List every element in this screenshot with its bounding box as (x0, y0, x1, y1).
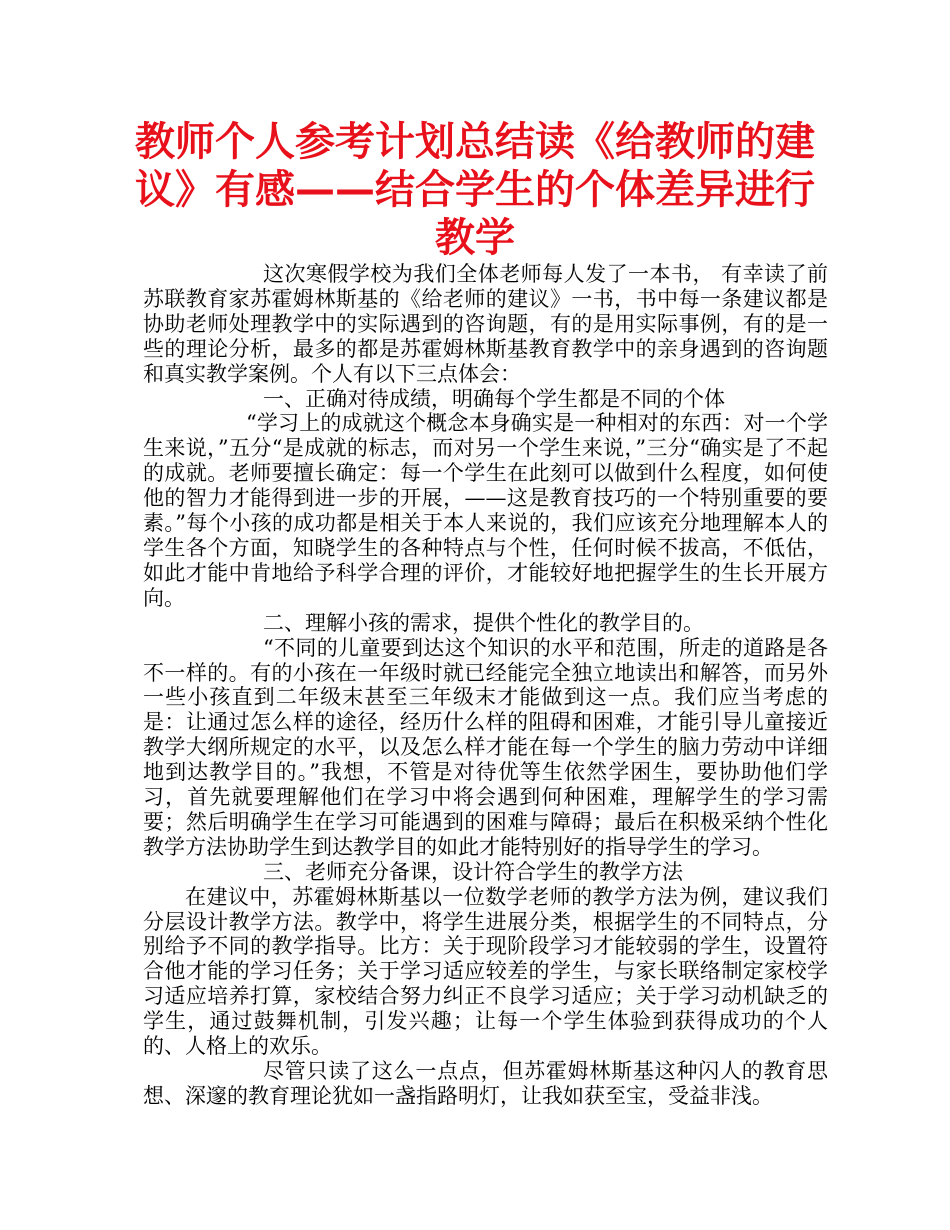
intro-paragraph: 这次寒假学校为我们全体老师每人发了一本书， 有幸读了前苏联教育家苏霍姆林斯基的《给老师的建议》一书，书中每一条建议都是协助老师处理教学中的实际遇到的咨询题，有的是用实际事例，有的是一些的理论分析，最多的都是苏霍姆林斯基教育教学中的亲身遇到的咨询题和真实教学案例。个人有以下三点体会： (143, 262, 828, 386)
body-paragraph-3: 在建议中，苏霍姆林斯基以一位数学老师的教学方法为例，建议我们分层设计教学方法。教学中，将学生进展分类，根据学生的不同特点，分别给予不同的教学指导。比方：关于现阶段学习才能较弱的学生，设置符合他才能的学习任务；关于学习适应较差的学生，与家长联络制定家校学习适应培养打算，家校结合努力纠正不良学习适应；关于学习动机缺乏的学生，通过鼓舞机制，引发兴趣；让每一个学生体验到获得成功的个人的、人格上的欢乐。 (143, 884, 828, 1059)
section-heading-3: 三、老师充分备课，设计符合学生的教学方法 (263, 859, 683, 884)
document-title: 教师个人参考计划总结读《给教师的建议》有感——结合学生的个体差异进行教学 (135, 119, 815, 261)
section-heading-2: 二、理解小孩的需求，提供个性化的教学目的。 (263, 610, 704, 635)
document-body (143, 262, 828, 1109)
body-paragraph-2: “不同的儿童要到达这个知识的水平和范围，所走的道路是各不一样的。有的小孩在一年级时就已经能完全独立地读出和解答，而另外一些小孩直到二年级末甚至三年级末才能做到这一点。我们应当考虑的是：让通过怎么样的途径，经历什么样的阻碍和困难，才能引导儿童接近教学大纲所规定的水平，以及怎么样才能在每一个学生的脑力劳动中详细地到达教学目的。”我想，不管是对待优等生依然学困生，要协助他们学习，首先就要理解他们在学习中将会遇到何种困难，理解学生的学习需要；然后明确学生在学习可能遇到的困难与障碍；最后在积极采纳个性化教学方法协助学生到达教学目的如此才能特别好的指导学生的学习。 (143, 635, 828, 859)
closing-paragraph: 尽管只读了这么一点点，但苏霍姆林斯基这种闪人的教育思想、深邃的教育理论犹如一盏指路明灯，让我如获至宝，受益非浅。 (143, 1059, 828, 1108)
section-heading-1: 一、正确对待成绩，明确每个学生都是不同的个体 (263, 386, 725, 411)
body-paragraph-1: “学习上的成就这个概念本身确实是一种相对的东西：对一个学生来说，”五分“是成就的标志，而对另一个学生来说，”三分“确实是了不起的成就。老师要擅长确定：每一个学生在此刻可以做到什么程度，如何使他的智力才能得到进一步的开展，——这是教育技巧的一个特别重要的要素。”每个小孩的成功都是相关于本人来说的，我们应该充分地理解本人的学生各个方面，知晓学生的各种特点与个性，任何时候不拔高，不低估，如此才能中肯地给予科学合理的评价，才能较好地把握学生的生长开展方向。 (143, 411, 828, 610)
